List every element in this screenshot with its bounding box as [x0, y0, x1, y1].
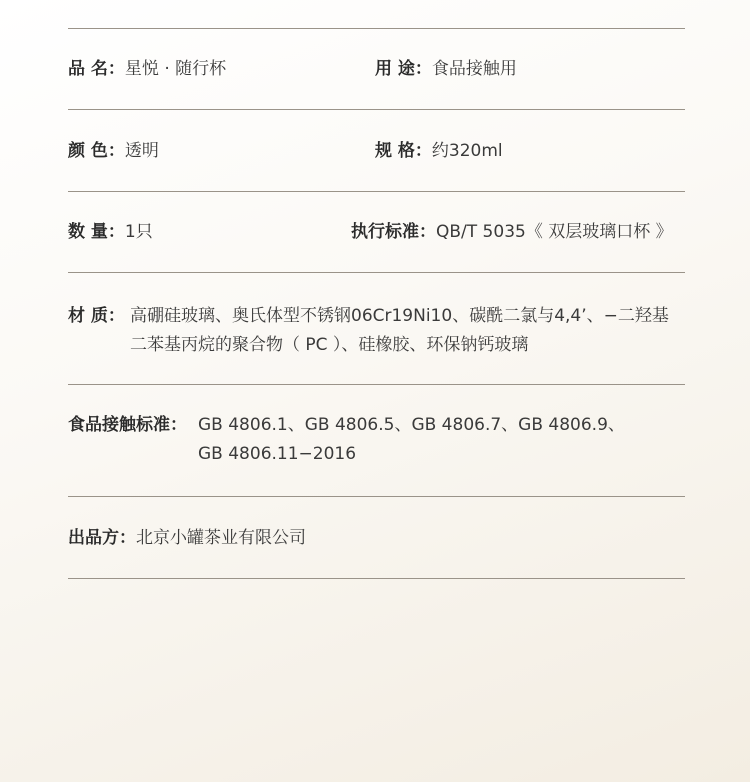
quantity-field: [68, 218, 153, 247]
usage-field: [375, 55, 517, 84]
color-label: 颜 色：: [68, 141, 125, 161]
food-standard-line-2: GB 4806.11−2016: [198, 444, 357, 464]
divider: [68, 496, 685, 497]
divider: [68, 578, 685, 579]
divider: [68, 109, 685, 110]
material-field: [68, 302, 685, 362]
material-label: 材 质：: [68, 306, 125, 326]
product-name-value: 星悦 · 随行杯: [124, 59, 227, 79]
producer-value: 北京小罐茶业有限公司: [136, 528, 306, 548]
quantity-label: 数 量：: [68, 222, 125, 242]
producer-label: 出品方：: [68, 528, 136, 548]
usage-value: 食品接触用: [431, 59, 517, 79]
material-line-1: 高硼硅玻璃、奥氏体型不锈钢06Cr19Ni10、碳酰二氯与4,4’、−二羟基: [130, 306, 669, 326]
size-value: 约320ml: [431, 141, 503, 161]
usage-label: 用 途：: [375, 59, 432, 79]
food-standard-line-1: GB 4806.1、GB 4806.5、GB 4806.7、GB 4806.9、: [198, 415, 625, 435]
food-contact-standard-field: [68, 411, 685, 471]
execution-standard-label: 执行标准：: [351, 222, 436, 242]
divider: [68, 28, 685, 29]
food-contact-standard-value: [198, 411, 625, 469]
material-value: [130, 302, 669, 360]
product-name-field: [68, 55, 226, 84]
producer-cell: [68, 524, 306, 553]
product-name-label: 品 名：: [68, 59, 125, 79]
divider: [68, 272, 685, 273]
color-value: 透明: [124, 141, 159, 161]
food-contact-standard-label: 食品接触标准：: [68, 415, 187, 435]
size-label: 规 格：: [375, 141, 432, 161]
size-field: [375, 137, 503, 166]
divider: [68, 384, 685, 385]
execution-standard-value: QB/T 5035《 双层玻璃口杯 》: [436, 222, 673, 242]
material-line-2: 二苯基丙烷的聚合物（ PC ）、硅橡胶、环保钠钙玻璃: [130, 335, 529, 355]
execution-standard-field: [351, 218, 673, 247]
quantity-value: 1只: [124, 222, 153, 242]
color-field: [68, 137, 159, 166]
divider: [68, 191, 685, 192]
